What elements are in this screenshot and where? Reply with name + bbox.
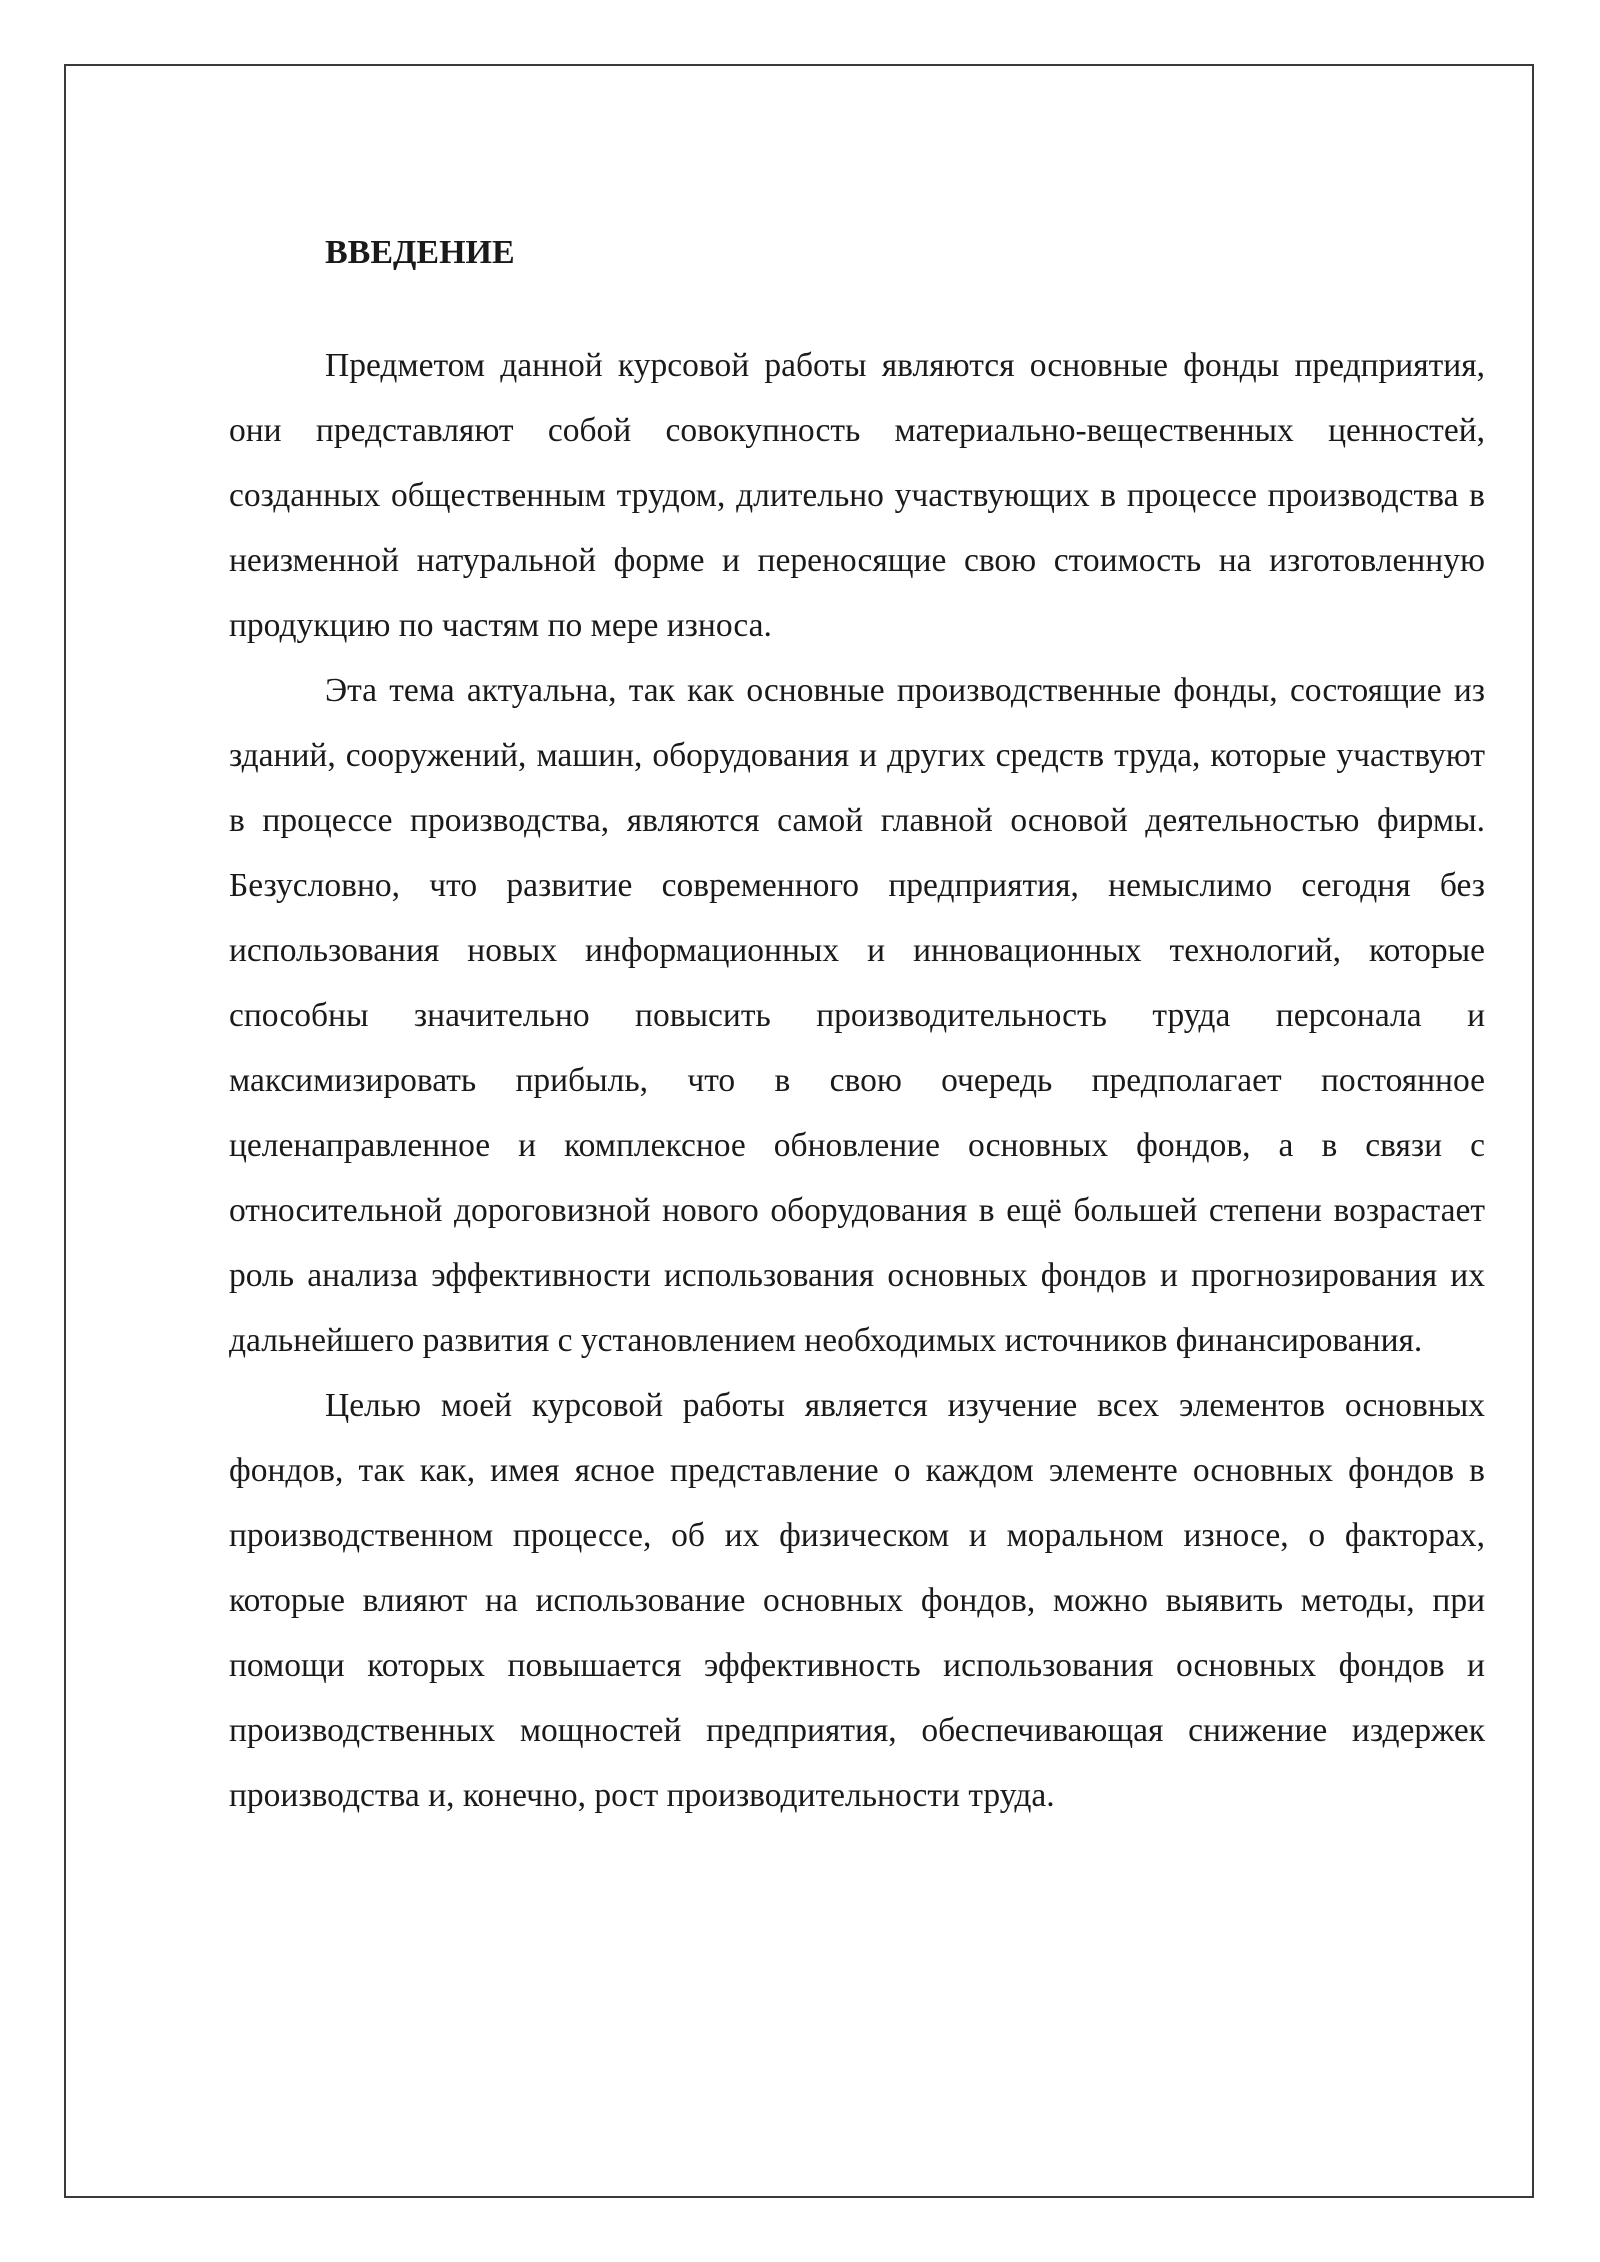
paragraph-relevance: Эта тема актуальна, так как основные производственные фонды, состоящие из зданий, сооружений, машин, оборудования и других средств труда, которые участвуют в процессе производства, являются самой главной основой деятельностью фирмы. Безусловно, что развитие современного предприятия, немыслимо сегодня без использования новых информационных и инновационных технологий, которые способны значительно повысить производительность труда персонала и максимизировать прибыль, что в свою очередь предполагает постоянное целенаправленное и комплексное обновление основных фондов, а в связи с относительной дороговизной нового оборудования в ещё большей степени возрастает роль анализа эффективности использования основных фондов и прогнозирования их дальнейшего развития с установлением необходимых источников финансирования. [229,672,1485,1359]
paragraph-goal: Целью моей курсовой работы является изучение всех элементов основных фондов, так как, имея ясное представление о каждом элементе основных фондов в производственном процессе, об их физическом и моральном износе, о факторах, которые влияют на использование основных фондов, можно выявить методы, при помощи которых повышается эффективность использования основных фондов и производственных мощностей предприятия, обеспечивающая снижение издержек производства и, конечно, рост производительности труда. [229,1387,1485,1814]
paragraph-subject: Предметом данной курсовой работы являются основные фонды предприятия, они представляют собой совокупность материально-вещественных ценностей, созданных общественным трудом, длительно участвующих в процессе производства в неизменной натуральной форме и переносящие свою стоимость на изготовленную продукцию по частям по мере износа. [229,347,1485,644]
document-body [229,220,1485,1828]
section-heading: ВВЕДЕНИЕ [325,234,515,271]
